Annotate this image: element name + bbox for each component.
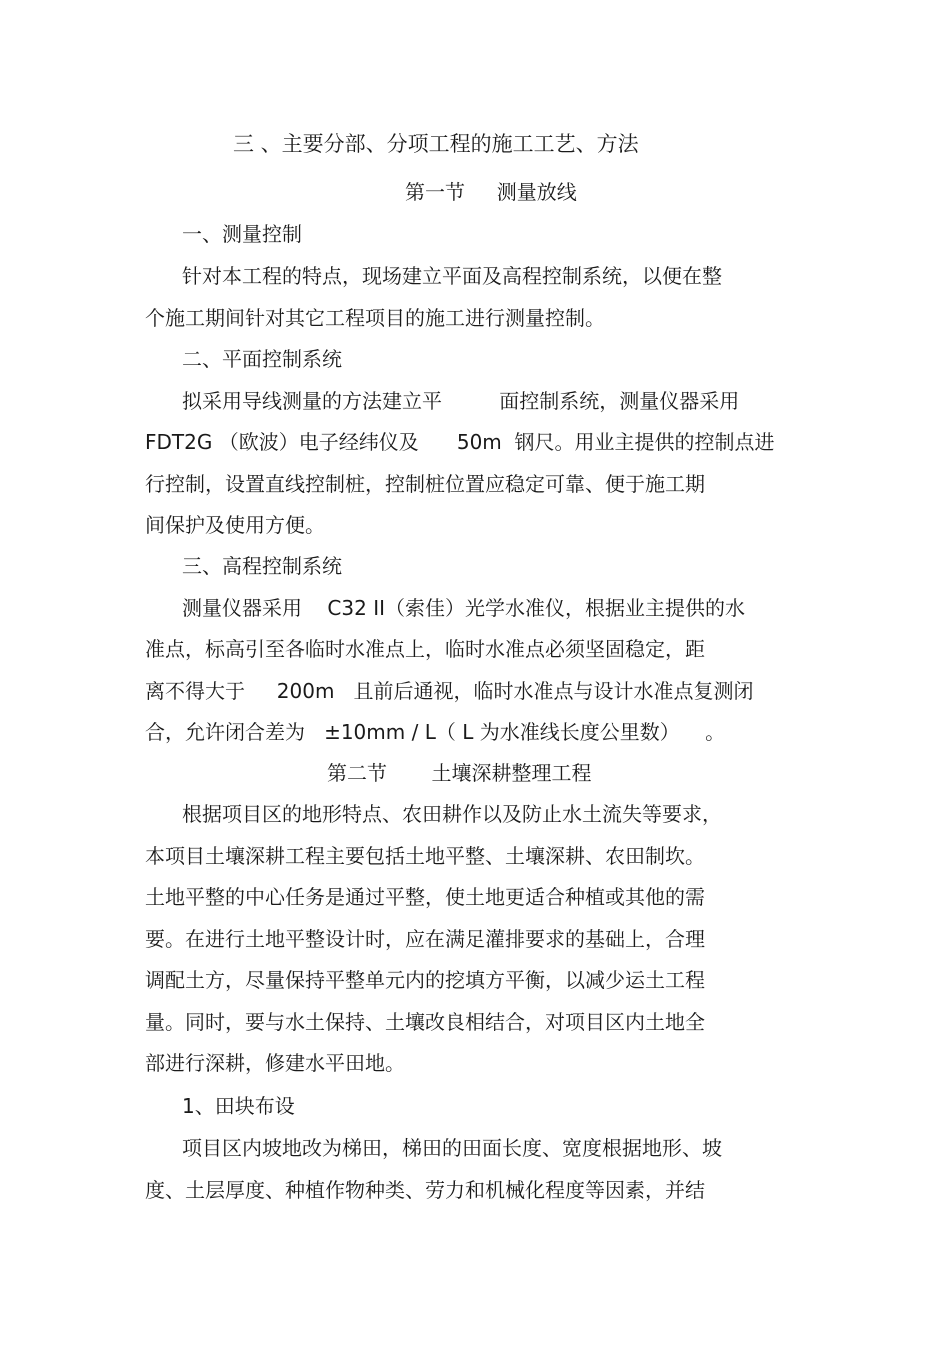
subheading-elevation-control: 三、高程控制系统: [182, 554, 342, 578]
paragraph-line: 土地平整的中心任务是通过平整，使土地更适合种植或其他的需: [145, 885, 705, 909]
paragraph-line: 行控制，设置直线控制桩，控制桩位置应稳定可靠、便于施工期: [145, 472, 705, 496]
document-title: 三 、主要分部、分项工程的施工工艺、方法: [233, 132, 639, 156]
paragraph-line: 离不得大于 200m 且前后通视，临时水准点与设计水准点复测闭: [145, 679, 754, 703]
paragraph-line: 合，允许闭合差为 ±10mm / L（ L 为水准线长度公里数） 。: [145, 720, 726, 744]
paragraph-line: 调配土方，尽量保持平整单元内的挖填方平衡，以减少运土工程: [145, 968, 705, 992]
paragraph-line: 间保护及使用方便。: [145, 513, 325, 537]
paragraph-line: 度、土层厚度、种植作物种类、劳力和机械化程度等因素，并结: [145, 1178, 705, 1202]
paragraph-line: 部进行深耕，修建水平田地。: [145, 1051, 405, 1075]
paragraph-line: 拟采用导线测量的方法建立平 面控制系统，测量仪器采用: [182, 389, 740, 413]
paragraph-line: 测量仪器采用 C32 II（索佳）光学水准仪，根据业主提供的水: [182, 596, 745, 620]
paragraph-line: 本项目土壤深耕工程主要包括土地平整、土壤深耕、农田制坎。: [145, 844, 705, 868]
paragraph-line: 针对本工程的特点，现场建立平面及高程控制系统，以便在整: [182, 264, 722, 288]
paragraph-line: 要。在进行土地平整设计时，应在满足灌排要求的基础上，合理: [145, 927, 705, 951]
subheading-survey-control: 一、测量控制: [182, 222, 302, 246]
section-2-heading: 第二节 土壤深耕整理工程: [327, 761, 592, 785]
subheading-plane-control: 二、平面控制系统: [182, 347, 342, 371]
paragraph-line: 项目区内坡地改为梯田，梯田的田面长度、宽度根据地形、坡: [182, 1136, 722, 1160]
subheading-field-layout: 1、田块布设: [182, 1094, 295, 1118]
section-1-heading: 第一节 测量放线: [405, 180, 577, 204]
paragraph-line: 准点，标高引至各临时水准点上，临时水准点必须坚固稳定，距: [145, 637, 705, 661]
paragraph-line: FDT2G （欧波）电子经纬仪及 50m 钢尺。用业主提供的控制点进: [145, 430, 775, 454]
paragraph-line: 量。同时，要与水土保持、土壤改良相结合，对项目区内土地全: [145, 1010, 705, 1034]
paragraph-line: 个施工期间针对其它工程项目的施工进行测量控制。: [145, 306, 605, 330]
paragraph-line: 根据项目区的地形特点、农田耕作以及防止水土流失等要求，: [182, 802, 722, 826]
